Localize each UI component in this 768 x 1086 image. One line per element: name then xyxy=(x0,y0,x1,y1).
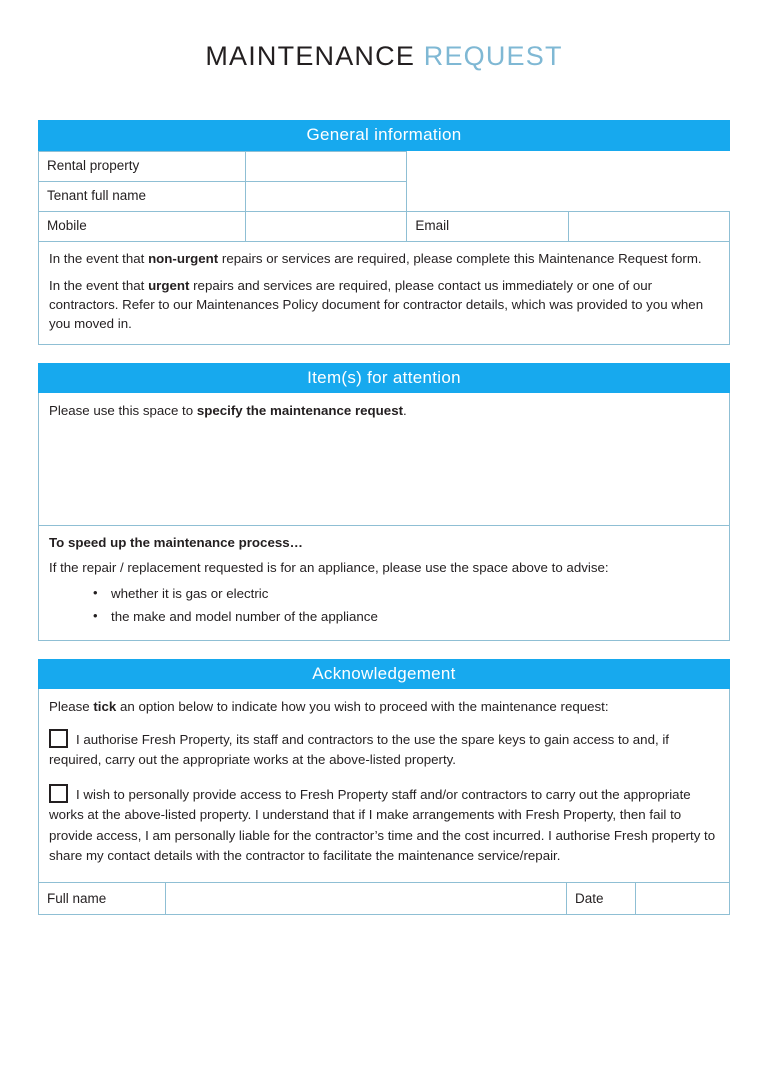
section-general-information xyxy=(38,120,730,344)
general-information-table xyxy=(38,151,730,243)
page-title-accent: REQUEST xyxy=(423,41,563,71)
full-name-label: Full name xyxy=(39,883,166,915)
date-label: Date xyxy=(567,883,636,915)
appliance-bullet-list xyxy=(49,584,719,627)
tenant-full-name-label: Tenant full name xyxy=(39,181,246,211)
section-items-for-attention xyxy=(38,363,730,641)
full-name-field[interactable] xyxy=(166,883,567,915)
email-field[interactable] xyxy=(568,212,729,242)
section-header-general-information: General information xyxy=(38,120,730,150)
mobile-label: Mobile xyxy=(39,212,246,242)
page-title-primary: MAINTENANCE xyxy=(205,41,416,71)
speed-up-text: If the repair / replacement requested is for an appliance, please use the space above to advise: xyxy=(49,559,609,575)
acknowledgement-intro: Please tick an option below to indicate how you wish to proceed with the maintenance request: xyxy=(49,698,609,714)
general-information-notes xyxy=(38,242,730,345)
table-row xyxy=(39,883,730,915)
email-label: Email xyxy=(407,212,568,242)
tenant-full-name-field[interactable] xyxy=(246,181,407,211)
maintenance-request-instruction: Please use this space to specify the maintenance request. xyxy=(49,403,407,419)
acknowledgement-body xyxy=(38,689,730,882)
non-urgent-paragraph: In the event that non-urgent repairs or services are required, please complete this Maintenance Request form. xyxy=(49,251,702,267)
acknowledgement-option-1-label: I authorise Fresh Property, its staff and contractors to the use the spare keys to gain access to and, if required, carry out the appropriate works at the above-listed property. xyxy=(49,731,670,767)
table-row xyxy=(39,212,730,242)
signature-row-table xyxy=(38,882,730,915)
checkbox-authorise-spare-keys[interactable] xyxy=(49,729,68,748)
list-item: • the make and model number of the appliance xyxy=(93,607,719,627)
section-header-acknowledgement: Acknowledgement xyxy=(38,659,730,689)
rental-property-field[interactable] xyxy=(246,151,407,181)
speed-up-heading: To speed up the maintenance process… xyxy=(49,535,303,551)
list-item: • whether it is gas or electric xyxy=(93,584,719,604)
page-title xyxy=(0,0,768,72)
speed-up-process-block xyxy=(38,526,730,641)
section-header-items-for-attention: Item(s) for attention xyxy=(38,363,730,393)
acknowledgement-option-1[interactable] xyxy=(49,729,719,770)
maintenance-request-textarea[interactable] xyxy=(38,393,730,526)
mobile-field[interactable] xyxy=(246,212,407,242)
section-acknowledgement xyxy=(38,659,730,915)
table-row xyxy=(39,181,730,211)
checkbox-personal-access[interactable] xyxy=(49,784,68,803)
acknowledgement-option-2[interactable] xyxy=(49,784,719,866)
urgent-paragraph: In the event that urgent repairs and services are required, please contact us immediately or one of our contractors. Refer to our Maintenances Policy document for contractor details, which was provided to you when you moved in. xyxy=(49,278,704,331)
acknowledgement-option-2-label: I wish to personally provide access to Fresh Property staff and/or contractors to carry out the appropriate works at the above-listed property. I understand that if I make arrangements with Fresh Property, then fail to provide access, I am personally liable for the contractor’s time and the cost incurred. I authorise Fresh property to share my contact details with the contractor to facilitate the maintenance service/repair. xyxy=(49,787,716,863)
rental-property-label: Rental property xyxy=(39,151,246,181)
date-field[interactable] xyxy=(636,883,730,915)
table-row xyxy=(39,151,730,181)
